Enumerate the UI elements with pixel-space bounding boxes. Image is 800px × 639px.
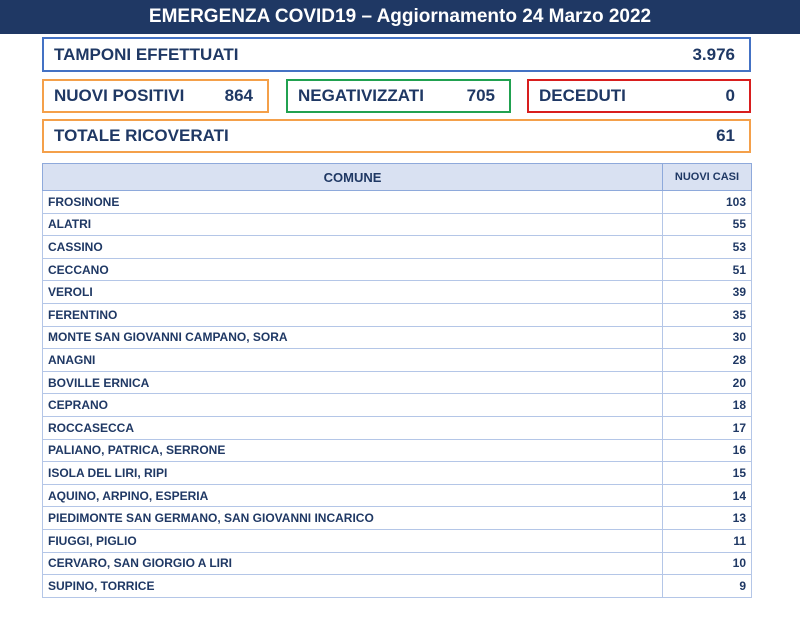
nuovi-casi-cell: 17 (663, 416, 752, 439)
comune-cell: VEROLI (43, 281, 663, 304)
nuovi-positivi-box (42, 79, 269, 113)
table-row (43, 258, 752, 281)
comune-cell: PALIANO, PATRICA, SERRONE (43, 439, 663, 462)
nuovi-casi-cell: 11 (663, 529, 752, 552)
table-row (43, 326, 752, 349)
tamponi-box (42, 37, 751, 72)
comune-cell: AQUINO, ARPINO, ESPERIA (43, 484, 663, 507)
nuovi-positivi-value: 864 (224, 86, 253, 105)
nuovi-casi-cell: 39 (663, 281, 752, 304)
comune-cell: FIUGGI, PIGLIO (43, 529, 663, 552)
table-row (43, 191, 752, 214)
table-row (43, 575, 752, 598)
table-header-row (43, 164, 752, 191)
table-row (43, 281, 752, 304)
table-row (43, 484, 752, 507)
nuovi-casi-cell: 28 (663, 349, 752, 372)
table-row (43, 349, 752, 372)
table-row (43, 394, 752, 417)
table-row (43, 529, 752, 552)
totale-ricoverati-box (42, 119, 751, 153)
nuovi-casi-cell: 51 (663, 258, 752, 281)
nuovi-casi-cell: 30 (663, 326, 752, 349)
table-row (43, 371, 752, 394)
table-row (43, 303, 752, 326)
comune-cell: CASSINO (43, 236, 663, 259)
comune-cell: FERENTINO (43, 303, 663, 326)
nuovi-casi-cell: 9 (663, 575, 752, 598)
comune-cell: CECCANO (43, 258, 663, 281)
page-title-bar (0, 0, 800, 34)
table-row (43, 416, 752, 439)
nuovi-positivi-label: NUOVI POSITIVI (54, 86, 185, 105)
deceduti-box (527, 79, 751, 113)
table-row (43, 439, 752, 462)
column-header-comune: COMUNE (43, 164, 663, 191)
nuovi-casi-cell: 103 (663, 191, 752, 214)
nuovi-casi-cell: 35 (663, 303, 752, 326)
negativizzati-box (286, 79, 511, 113)
nuovi-casi-cell: 14 (663, 484, 752, 507)
comune-cell: ISOLA DEL LIRI, RIPI (43, 462, 663, 485)
nuovi-casi-cell: 18 (663, 394, 752, 417)
negativizzati-value: 705 (466, 86, 495, 105)
comune-cell: BOVILLE ERNICA (43, 371, 663, 394)
comune-cell: CEPRANO (43, 394, 663, 417)
comuni-table (42, 163, 752, 598)
nuovi-casi-cell: 53 (663, 236, 752, 259)
table-row (43, 507, 752, 530)
negativizzati-label: NEGATIVIZZATI (298, 86, 424, 105)
tamponi-label: TAMPONI EFFETTUATI (54, 44, 239, 64)
comune-cell: ANAGNI (43, 349, 663, 372)
table-row (43, 236, 752, 259)
nuovi-casi-cell: 10 (663, 552, 752, 575)
comune-cell: ALATRI (43, 213, 663, 236)
nuovi-casi-cell: 16 (663, 439, 752, 462)
nuovi-casi-cell: 13 (663, 507, 752, 530)
totale-ricoverati-label: TOTALE RICOVERATI (54, 126, 229, 145)
tamponi-value: 3.976 (692, 44, 735, 64)
table-row (43, 552, 752, 575)
column-header-nuovi-casi: NUOVI CASI (663, 164, 752, 191)
comune-cell: CERVARO, SAN GIORGIO A LIRI (43, 552, 663, 575)
table-row (43, 462, 752, 485)
nuovi-casi-cell: 55 (663, 213, 752, 236)
deceduti-value: 0 (725, 86, 735, 105)
nuovi-casi-cell: 15 (663, 462, 752, 485)
comune-cell: FROSINONE (43, 191, 663, 214)
comune-cell: MONTE SAN GIOVANNI CAMPANO, SORA (43, 326, 663, 349)
deceduti-label: DECEDUTI (539, 86, 626, 105)
totale-ricoverati-value: 61 (716, 126, 735, 145)
comune-cell: PIEDIMONTE SAN GERMANO, SAN GIOVANNI INCARICO (43, 507, 663, 530)
nuovi-casi-cell: 20 (663, 371, 752, 394)
comune-cell: SUPINO, TORRICE (43, 575, 663, 598)
table-row (43, 213, 752, 236)
page-title: EMERGENZA COVID19 – Aggiornamento 24 Marzo 2022 (148, 6, 652, 27)
comune-cell: ROCCASECCA (43, 416, 663, 439)
